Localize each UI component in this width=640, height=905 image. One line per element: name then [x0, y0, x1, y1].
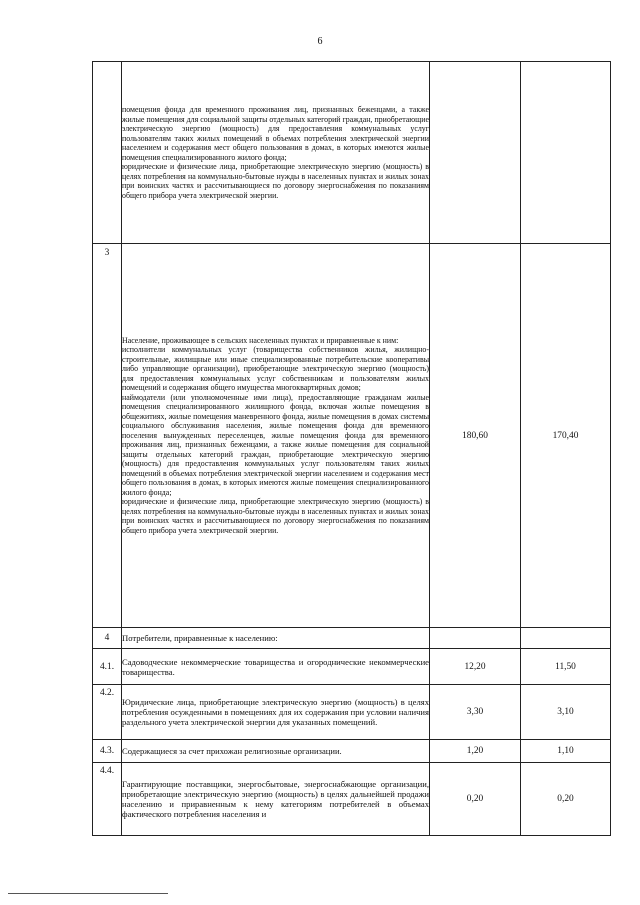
table-row-4-4: [93, 763, 611, 836]
row-description: [122, 62, 430, 244]
tariff-value-1: 1,20: [430, 740, 521, 763]
row-description: [122, 740, 430, 763]
tariff-value-1: 0,20: [430, 763, 521, 836]
row-description: [122, 685, 430, 740]
table-row-4-1: [93, 649, 611, 685]
row-description: [122, 763, 430, 836]
row-number: [93, 62, 122, 244]
description-paragraph: Население, проживающее в сельских населенных пунктах и приравненные к ним:: [122, 335, 399, 345]
row-description: [122, 628, 430, 649]
table-row-3: [93, 244, 611, 628]
tariff-value-1: [430, 62, 521, 244]
tariff-value-2: 0,20: [521, 763, 611, 836]
tariff-table: [92, 61, 611, 836]
tariff-value-1: 3,30: [430, 685, 521, 740]
description-paragraph: Потребители, приравненные к населению:: [122, 633, 278, 643]
description-paragraph: Гарантирующие поставщики, энергосбытовые, энергоснабжающие организации, приобретающие электрическую энергию (мощность) в целях дальнейшей продажи населению и приравненным к нему категориям потребителей в объемах фактического потребления населения и: [122, 779, 429, 819]
tariff-value-2: 11,50: [521, 649, 611, 685]
footnote-divider: [8, 893, 168, 894]
tariff-value-2: 1,10: [521, 740, 611, 763]
page-number: 6: [317, 36, 323, 47]
table-row-4-2: [93, 685, 611, 740]
table-row-4-3: [93, 740, 611, 763]
description-paragraph: Юридические лица, приобретающие электрическую энергию (мощность) в целях потребления осужденными в помещениях для их содержания при условии наличия раздельного учета электрической энергии для указанных помещений.: [122, 697, 429, 727]
tariff-value-2: [521, 62, 611, 244]
description-paragraph: Садоводческие некоммерческие товарищества и огороднические некоммерческие товарищества.: [122, 656, 429, 677]
description-paragraph: юридические и физические лица, приобретающие электрическую энергию (мощность) в целях потребления на коммунально-бытовые нужды в населенных пунктах и жилых зонах при воинских частях и рассчитывающиеся по договору энергоснабжения по показаниям общего прибора учета электрической энергии.: [122, 497, 429, 535]
tariff-value-2: 170,40: [521, 244, 611, 628]
tariff-value-1: [430, 628, 521, 649]
row-number: 3: [93, 244, 122, 628]
row-description: [122, 244, 430, 628]
row-description: [122, 649, 430, 685]
description-paragraph: исполнители коммунальных услуг (товарищества собственников жилья, жилищно-строительные, жилищные или иные специализированные потребительские кооперативы либо управляющие организации), приобретающие электрическую энергию (мощность) для предоставления коммунальных услуг собственникам и пользователям жилых помещений и содержания общего имущества многоквартирных домов;: [122, 345, 429, 393]
description-paragraph: Содержащиеся за счет прихожан религиозные организации.: [122, 746, 342, 756]
row-number: 4.3.: [93, 740, 122, 763]
table-row-4: [93, 628, 611, 649]
description-paragraph: наймодатели (или уполномоченные ими лица), предоставляющие гражданам жилые помещения специализированного жилищного фонда, включая жилые помещения в общежитиях, жилые помещения маневренного фонда, жилые помещения в домах системы социального обслуживания населения, жилые помещения фонда для временного поселения вынужденных переселенцев, жилые помещения фонда для временного проживания лиц, признанных беженцами, а также жилые помещения для социальной защиты отдельных категорий граждан, приобретающие электрическую энергию (мощность) для предоставления коммунальных услуг пользователям таких жилых помещений в объемах потребления электрической энергии населением и содержания мест общего пользования в домах, в которых имеются жилые помещения специализированного жилого фонда;: [122, 392, 429, 497]
description-paragraph: помещения фонда для временного проживания лиц, признанных беженцами, а также жилые помещения для социальной защиты отдельных категорий граждан, приобретающие электрическую энергию (мощность) для предоставления коммунальных услуг пользователям таких жилых помещений в объемах потребления электрической энергии населением и содержания мест общего пользования в домах, в которых имеются жилые помещения специализированного жилого фонда;: [122, 105, 429, 162]
tariff-value-1: 180,60: [430, 244, 521, 628]
row-number: 4.2.: [93, 685, 122, 740]
row-number: 4.4.: [93, 763, 122, 836]
tariff-value-2: 3,10: [521, 685, 611, 740]
row-number: 4: [93, 628, 122, 649]
row-number: 4.1.: [93, 649, 122, 685]
description-paragraph: юридические и физические лица, приобретающие электрическую энергию (мощность) в целях потребления на коммунально-бытовые нужды в населенных пунктах и жилых зонах при воинских частях и рассчитывающиеся по договору энергоснабжения по показаниям общего прибора учета электрической энергии.: [122, 162, 429, 200]
table-row-continuation: [93, 62, 611, 244]
tariff-value-2: [521, 628, 611, 649]
tariff-value-1: 12,20: [430, 649, 521, 685]
